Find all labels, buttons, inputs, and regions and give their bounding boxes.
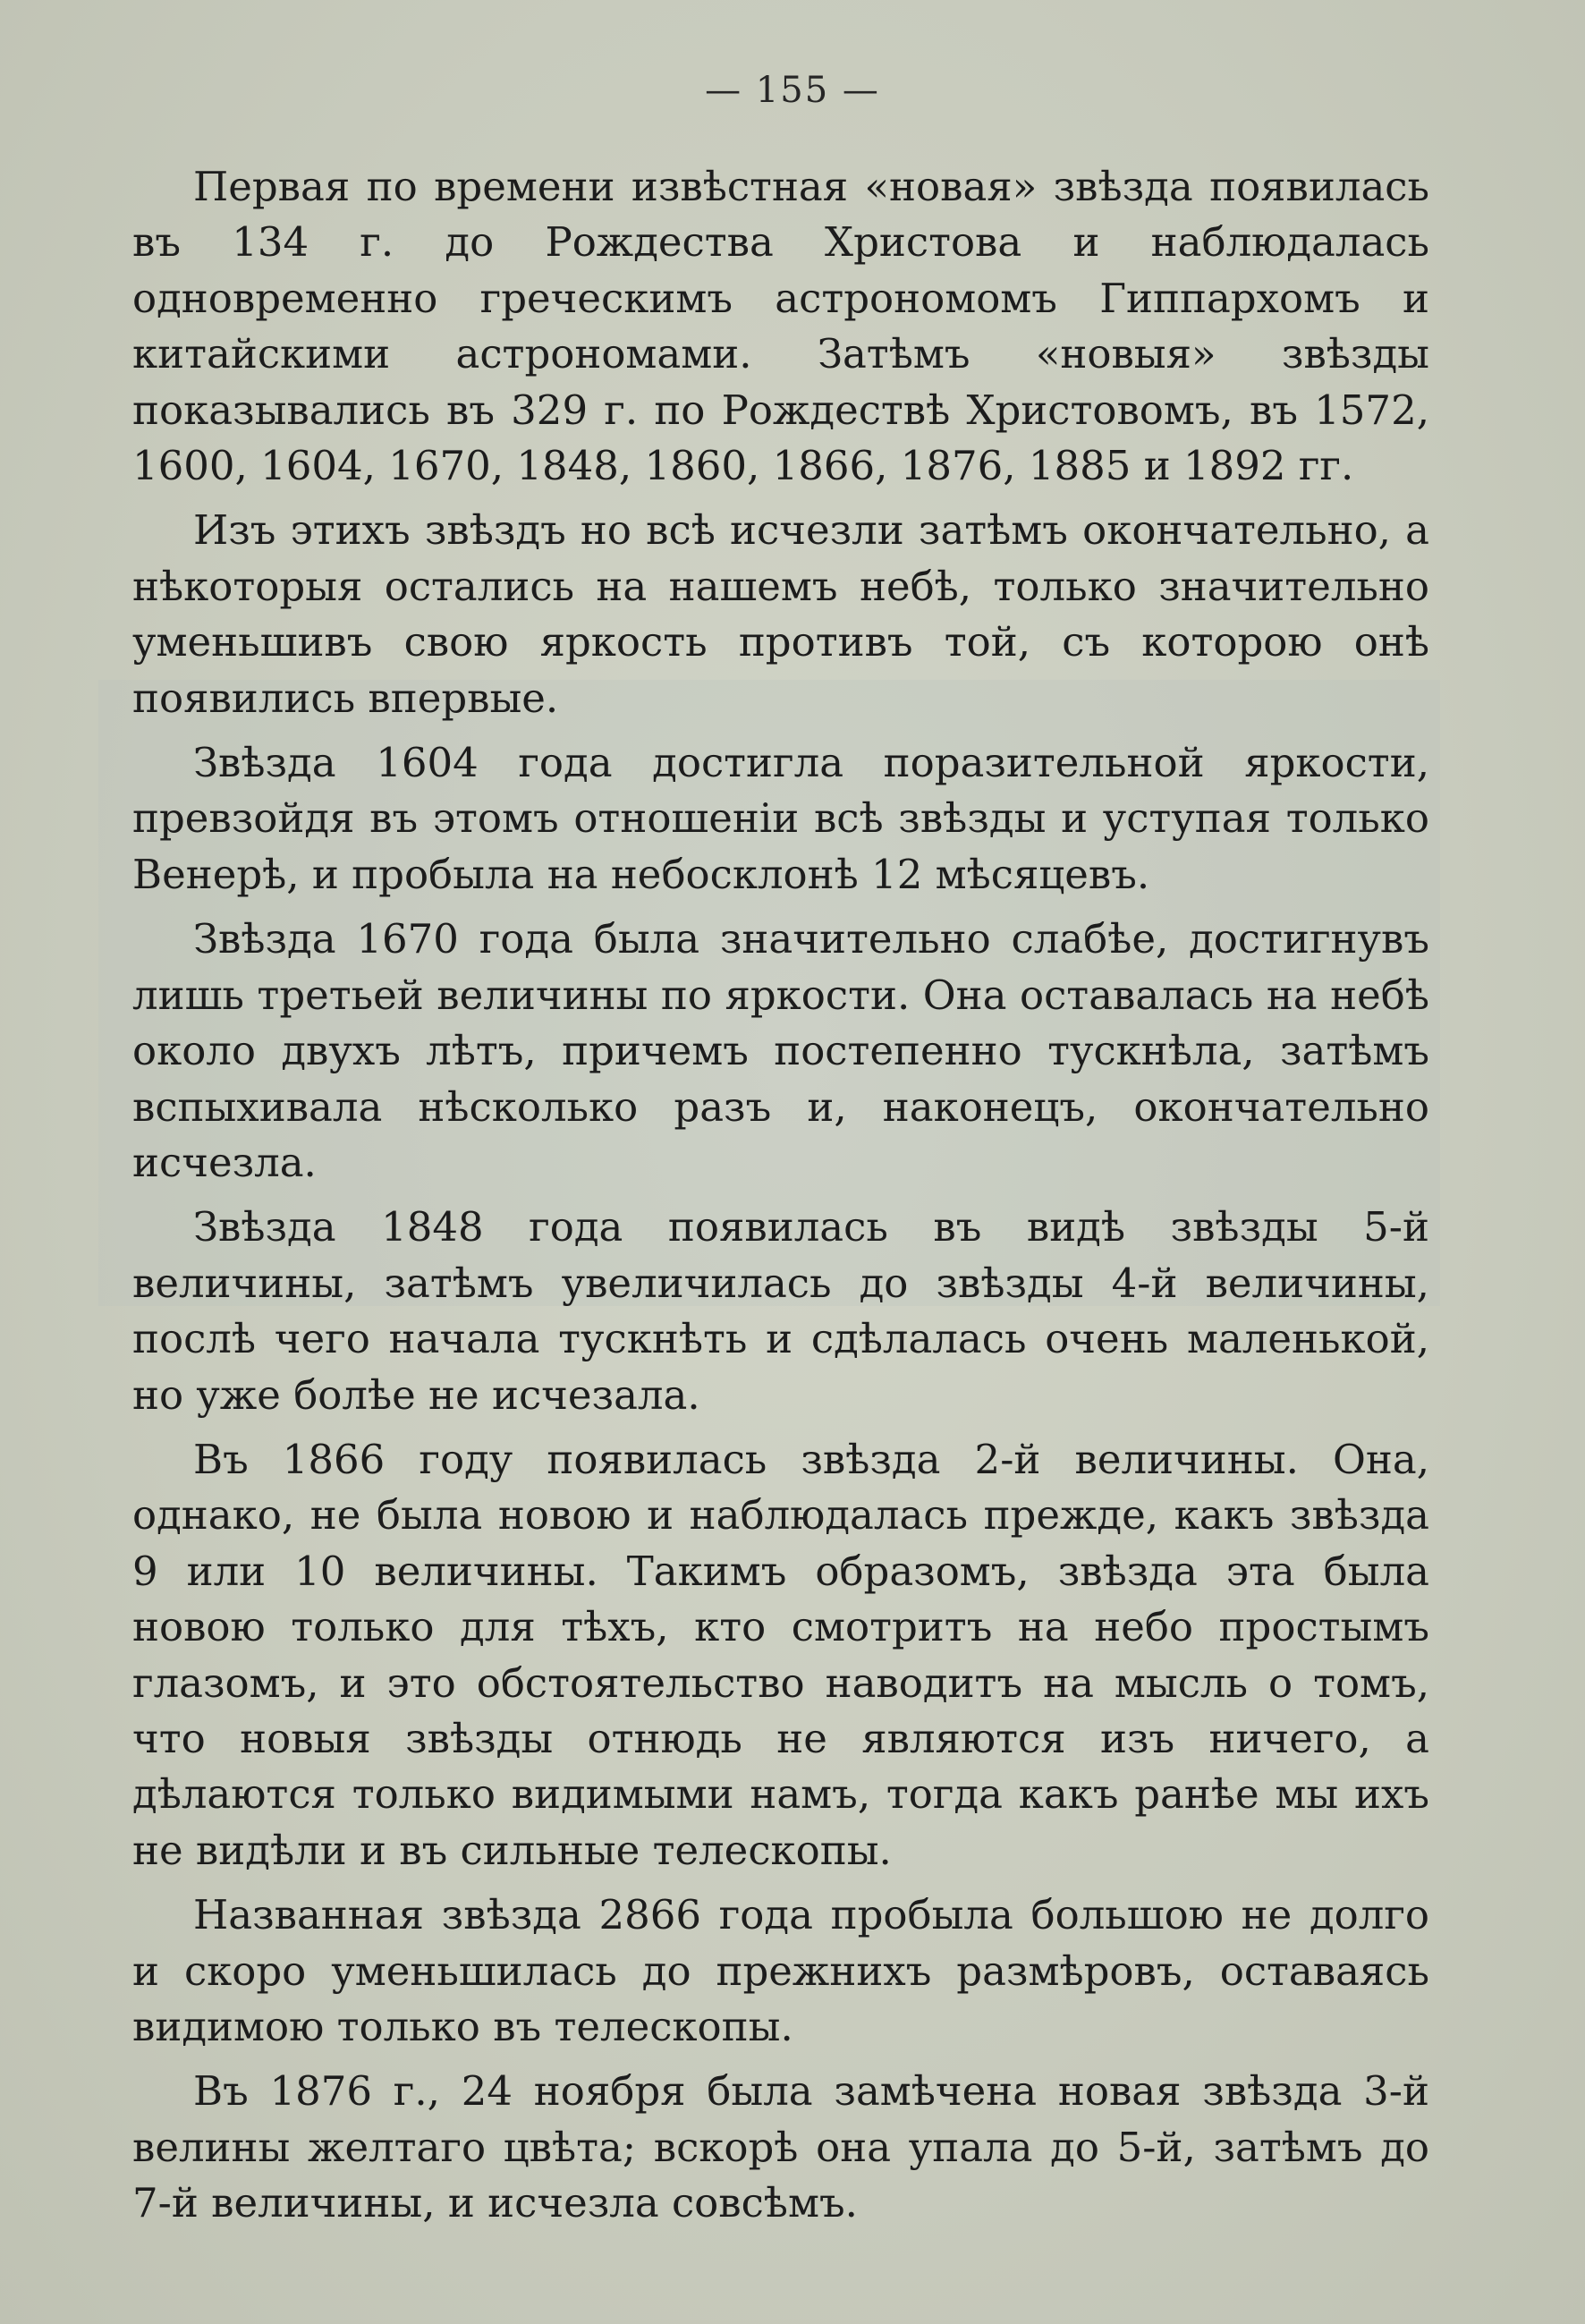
page-number: — 155 — <box>705 70 880 111</box>
paragraph-star-1866: Въ 1866 году появилась звѣзда 2-й величины. Она, однако, не была новою и наблюдалась прежде, какъ звѣзда 9 или 10 величины. Такимъ образомъ, звѣзда эта была новою только для тѣхъ, кто смотритъ на небо простымъ глазомъ, и это обстоятельство наводитъ на мысль о томъ, что новыя звѣзды отнюдь не являются изъ ничего, а дѣлаются только видимыми намъ, тогда какъ ранѣе мы ихъ не видѣли и въ сильные телескопы. <box>132 1435 1429 1874</box>
body-text <box>132 159 1429 2241</box>
paragraph-star-1876: Въ 1876 г., 24 ноября была замѣчена новая звѣзда 3-й велины желтаго цвѣта; вскорѣ она упала до 5-й, затѣмъ до 7-й величины, и исчезла совсѣмъ. <box>132 2067 1429 2227</box>
paragraph-star-1604: Звѣзда 1604 года достигла поразительной яркости, превзойдя въ этомъ отношеніи всѣ звѣзды и уступая только Венерѣ, и пробыла на небосклонѣ 12 мѣсяцевъ. <box>132 739 1429 898</box>
paragraph-first-nova: Первая по времени извѣстная «новая» звѣзда появилась въ 134 г. до Рождества Христова и наблюдалась одновременно греческимъ астрономомъ Гиппархомъ и китайскими астрономами. Затѣмъ «новыя» звѣзды показывались въ 329 г. по Рождествѣ Христовомъ, въ 1572, 1600, 1604, 1670, 1848, 1860, 1866, 1876, 1885 и 1892 гг. <box>132 163 1429 490</box>
paragraph-star-1670: Звѣзда 1670 года была значительно слабѣе, достигнувъ лишь третьей величины по яркости. Она оставалась на небѣ около двухъ лѣтъ, причемъ постепенно тускнѣла, затѣмъ вспыхивала нѣсколько разъ и, наконецъ, окончательно исчезла. <box>132 915 1429 1186</box>
paragraph-disappearance: Изъ этихъ звѣздъ но всѣ исчезли затѣмъ окончательно, а нѣкоторыя остались на нашемъ небѣ, только значительно уменьшивъ свою яркость противъ той, съ которою онѣ появились впервые. <box>132 506 1429 722</box>
paragraph-star-2866: Названная звѣзда 2866 года пробыла большою не долго и скоро уменьшилась до прежнихъ размѣровъ, оставаясь видимою только въ телескопы. <box>132 1891 1429 2050</box>
paragraph-star-1848: Звѣзда 1848 года появилась въ видѣ звѣзды 5-й величины, затѣмъ увеличилась до звѣзды 4-й величины, послѣ чего начала тускнѣть и сдѣлалась очень маленькой, но уже болѣе не исчезала. <box>132 1203 1429 1419</box>
